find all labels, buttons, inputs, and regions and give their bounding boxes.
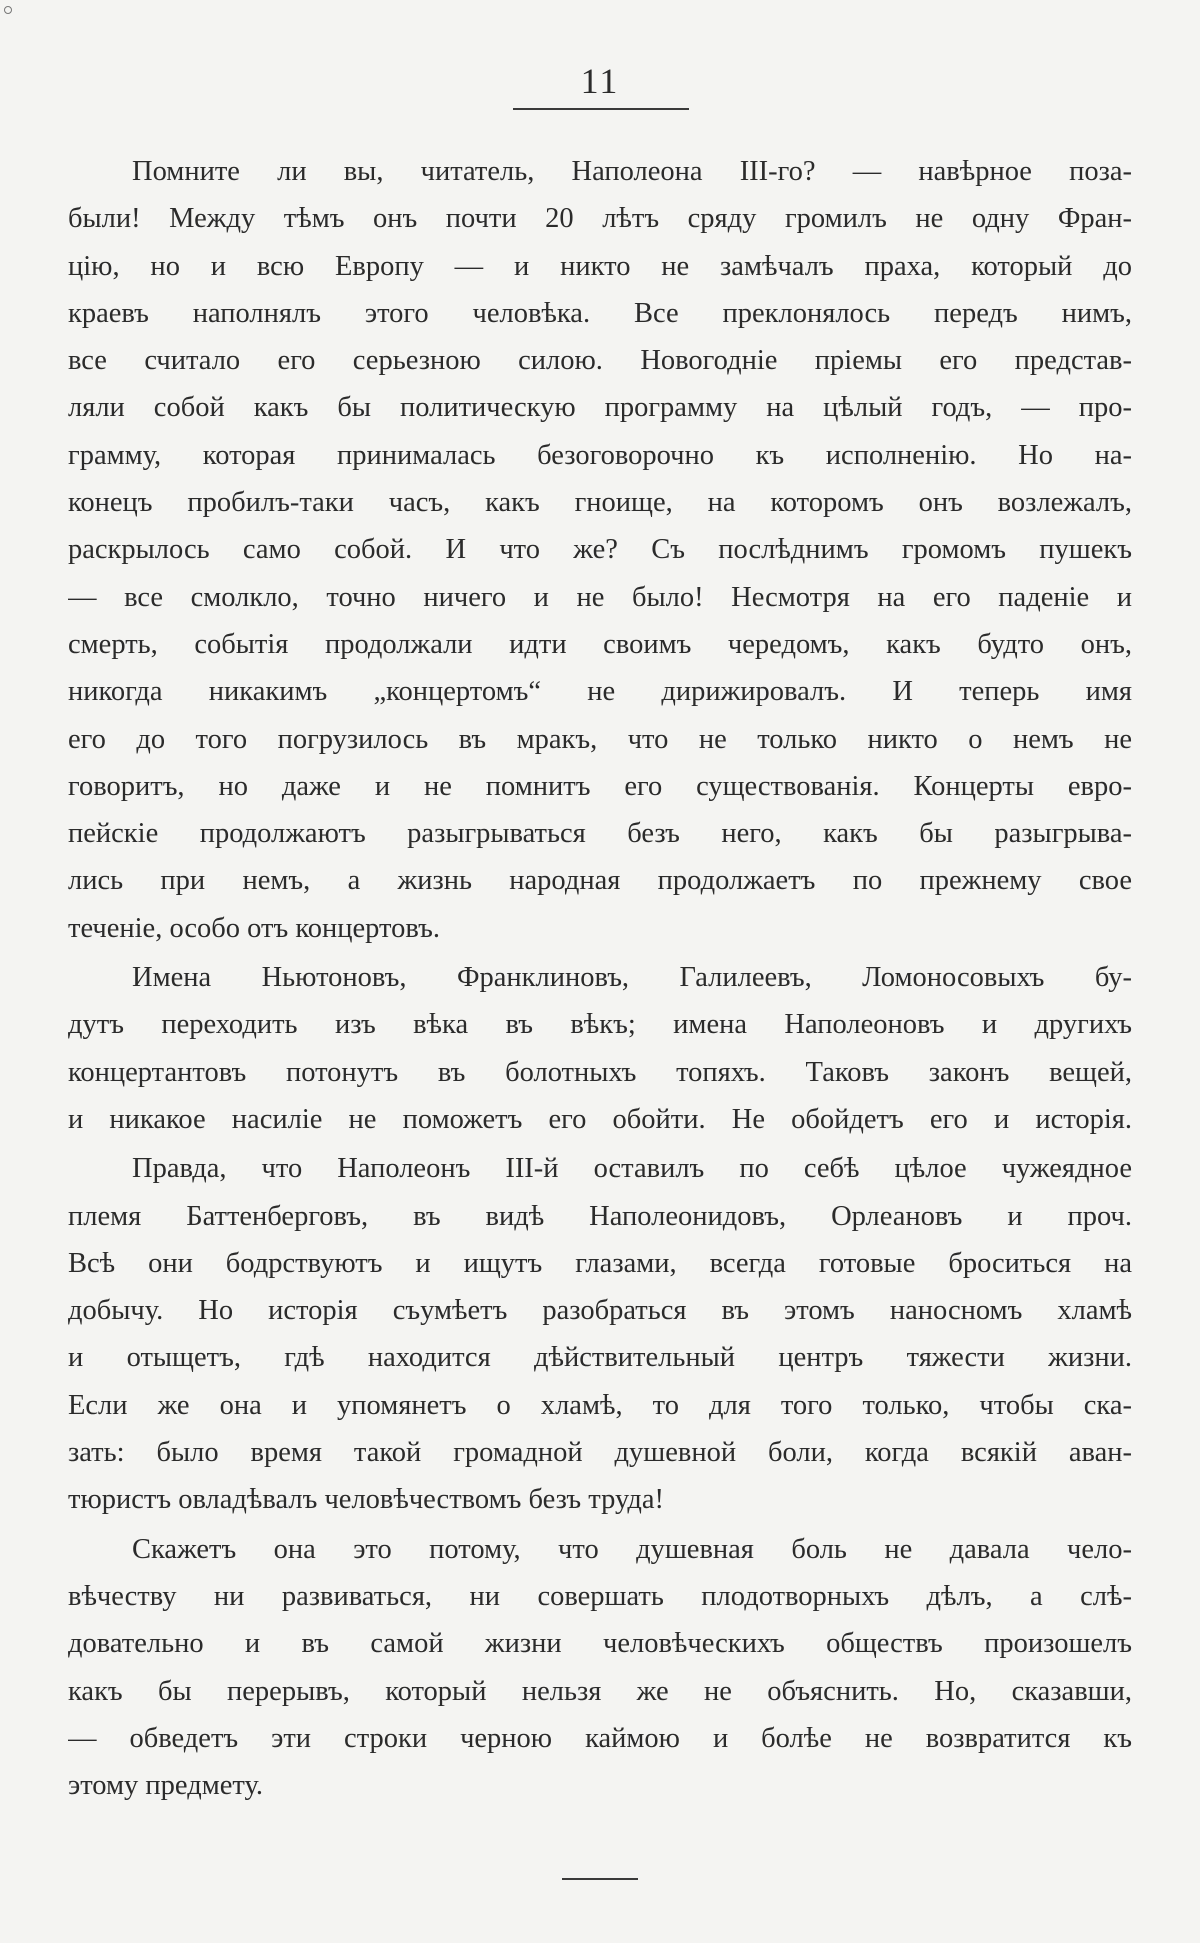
paragraph-2 bbox=[68, 954, 1132, 1143]
text-line: Помните ли вы, читатель, Наполеона III-го? — навѣрное поза- bbox=[132, 156, 1132, 187]
text-line: все считало его серьезною силою. Новогодніе пріемы его представ- bbox=[68, 345, 1132, 377]
text-line: были! Между тѣмъ онъ почти 20 лѣтъ сряду громилъ не одну Фран- bbox=[68, 203, 1132, 235]
text-line: смерть, событія продолжали идти своимъ чередомъ, какъ будто онъ, bbox=[68, 628, 1132, 660]
corner-dot-mark bbox=[4, 6, 12, 14]
text-line: — обведетъ эти строки черною каймою и болѣе не возвратится къ bbox=[68, 1722, 1132, 1754]
text-line: этому предмету. bbox=[68, 1770, 263, 1802]
text-line: вѣчеству ни развиваться, ни совершать плодотворныхъ дѣлъ, а слѣ- bbox=[68, 1580, 1132, 1612]
text-line: и никакое насиліе не поможетъ его обойти. Не обойдетъ его и исторія. bbox=[68, 1103, 1132, 1135]
text-line: говоритъ, но даже и не помнитъ его существованія. Концерты евро- bbox=[68, 770, 1132, 802]
text-line: концертантовъ потонутъ въ болотныхъ топяхъ. Таковъ законъ вещей, bbox=[68, 1056, 1132, 1088]
text-line: теченіе, особо отъ концертовъ. bbox=[68, 912, 440, 944]
text-line: раскрылось само собой. И что же? Съ послѣднимъ громомъ пушекъ bbox=[68, 534, 1132, 566]
text-line: Имена Ньютоновъ, Франклиновъ, Галилеевъ, Ломоносовыхъ бу- bbox=[132, 962, 1132, 994]
text-line: Правда, что Наполеонъ III-й оставилъ по себѣ цѣлое чужеядное bbox=[132, 1153, 1132, 1185]
text-line: грамму, которая принималась безоговорочно къ исполненію. Но на- bbox=[68, 439, 1132, 471]
text-line: добычу. Но исторія съумѣетъ разобраться въ этомъ наносномъ хламѣ bbox=[68, 1295, 1132, 1327]
text-line: племя Баттенберговъ, въ видѣ Наполеонидовъ, Орлеановъ и проч. bbox=[68, 1200, 1132, 1232]
text-line: Скажетъ она это потому, что душевная боль не давала чело- bbox=[132, 1533, 1132, 1565]
text-line: — все смолкло, точно ничего и не было! Несмотря на его паденіе и bbox=[68, 581, 1132, 613]
text-line: зать: было время такой громадной душевной боли, когда всякій аван- bbox=[68, 1437, 1132, 1469]
text-line: довательно и въ самой жизни человѣческихъ обществъ произошелъ bbox=[68, 1628, 1132, 1660]
text-line: ляли собой какъ бы политическую программу на цѣлый годъ, — про- bbox=[68, 392, 1132, 424]
text-line: пейскіе продолжаютъ разыгрываться безъ него, какъ бы разыгрыва- bbox=[68, 818, 1132, 850]
text-line: цію, но и всю Европу — и никто не замѣчалъ праха, который до bbox=[68, 250, 1132, 282]
page-number: 11 bbox=[580, 61, 620, 101]
paragraph-1 bbox=[68, 148, 1132, 952]
text-line: никогда никакимъ „концертомъ“ не дирижировалъ. И теперь имя bbox=[68, 676, 1132, 708]
text-line: какъ бы перерывъ, который нельзя же не объяснить. Но, сказавши, bbox=[68, 1675, 1132, 1707]
text-line: и отыщетъ, гдѣ находится дѣйствительный центръ тяжести жизни. bbox=[68, 1342, 1132, 1374]
text-line: Всѣ они бодрствуютъ и ищутъ глазами, всегда готовые броситься на bbox=[68, 1247, 1132, 1279]
body-text bbox=[68, 148, 1132, 1809]
footer-rule bbox=[562, 1878, 638, 1880]
text-line: лись при немъ, а жизнь народная продолжаетъ по прежнему свое bbox=[68, 865, 1132, 897]
text-line: дутъ переходить изъ вѣка въ вѣкъ; имена Наполеоновъ и другихъ bbox=[68, 1009, 1132, 1041]
paragraph-4 bbox=[68, 1526, 1132, 1810]
text-line: его до того погрузилось въ мракъ, что не только никто о немъ не bbox=[68, 723, 1132, 755]
paragraph-3 bbox=[68, 1145, 1132, 1523]
text-line: краевъ наполнялъ этого человѣка. Все преклонялось передъ нимъ, bbox=[68, 297, 1132, 329]
text-line: тюристъ овладѣвалъ человѣчествомъ безъ труда! bbox=[68, 1484, 665, 1516]
header-rule bbox=[513, 108, 689, 110]
text-line: Если же она и упомянетъ о хламѣ, то для того только, чтобы ска- bbox=[68, 1389, 1132, 1421]
text-line: конецъ пробилъ-таки часъ, какъ гноище, на которомъ онъ возлежалъ, bbox=[68, 487, 1132, 519]
